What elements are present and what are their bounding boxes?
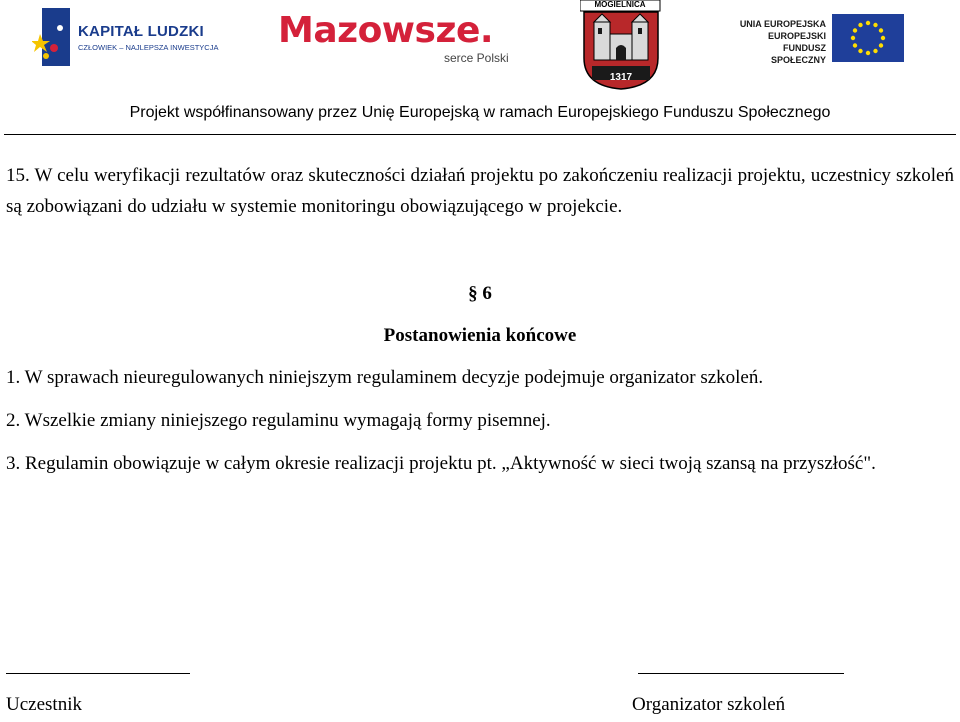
cofinancing-banner: Projekt współfinansowany przez Unię Europejską w ramach Europejskiego Funduszu Społecznego [129, 104, 831, 121]
header-divider [4, 134, 956, 135]
mazowsze-logo [278, 10, 528, 70]
eu-text-line3: FUNDUSZ SPOŁECZNY [770, 43, 826, 65]
section-title: Postanowienia końcowe [383, 325, 577, 346]
eu-flag-icon [832, 14, 904, 62]
organizer-signature-label: Organizator szkoleń [632, 694, 786, 715]
list-item-3: 3. Regulamin obowiązuje w całym okresie realizacji projektu pt. „Aktywność w sieci twoją szansą na przyszłość". [6, 453, 876, 474]
kapital-ludzki-subtitle: CZŁOWIEK – NAJLEPSZA INWESTYCJA [78, 43, 219, 52]
eu-logo [728, 14, 908, 64]
organizer-signature-line [638, 673, 844, 674]
mogielnica-year: 1317 [609, 72, 633, 83]
participant-signature-line [6, 673, 190, 674]
section-number: § 6 [468, 283, 492, 304]
kapital-ludzki-logo [32, 8, 219, 68]
mogielnica-name: MOGIELNICA [594, 0, 646, 9]
eu-text-line2: EUROPEJSKI [767, 31, 826, 41]
header [0, 0, 960, 86]
kapital-ludzki-emblem-icon [32, 8, 72, 66]
eu-text-line1: UNIA EUROPEJSKA [739, 19, 826, 29]
participant-signature-label: Uczestnik [6, 694, 82, 715]
mogielnica-coat-of-arms [580, 0, 662, 90]
mazowsze-wordmark: Mazowsze. [278, 10, 494, 51]
list-item-1: 1. W sprawach nieuregulowanych niniejszym regulaminem decyzje podejmuje organizator szkoleń. [6, 367, 764, 388]
list-item-2: 2. Wszelkie zmiany niniejszego regulaminu wymagają formy pisemnej. [6, 410, 551, 431]
paragraph-15: 15. W celu weryfikacji rezultatów oraz skuteczności działań projektu po zakończeniu realizacji projektu, uczestnicy szkoleń są zobowiązani do udziału w systemie monitoringu obowiązującego w projekcie. [6, 165, 954, 217]
mazowsze-subtitle: serce Polski [444, 51, 509, 65]
kapital-ludzki-title: KAPITAŁ LUDZKI [78, 23, 204, 40]
eu-text [728, 18, 826, 66]
